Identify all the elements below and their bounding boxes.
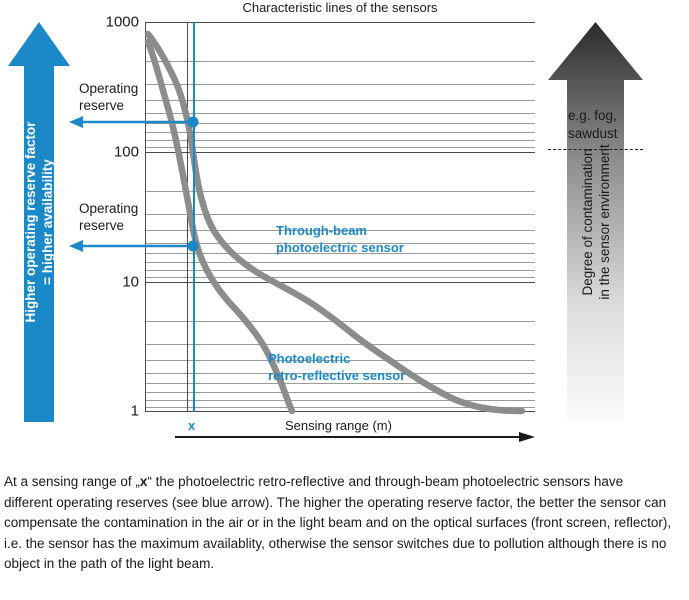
y-tick-10: 10 — [122, 273, 139, 291]
chart-title: Characteristic lines of the sensors — [242, 0, 438, 15]
fog-sawdust-note: e.g. fog, sawdust — [568, 108, 618, 141]
operating-reserve-label-bottom: Operating reserve — [79, 201, 139, 233]
retro-reflective-curve-label: Photoelectric retro-reflective sensor — [268, 351, 406, 383]
x-axis-label: Sensing range (m) — [285, 418, 392, 433]
operating-reserve-label-top: Operating reserve — [79, 81, 139, 113]
figure-caption: At a sensing range of „x“ the photoelectric retro-reflective and through-beam photoelectric sensors have different operating reserves (see blue arrow). The higher the operating reserve factor, the better the sensor can compensate the contamination in the air or in the light beam and on the optical surfaces (front screen, reflector), i.e. the sensor has the maximum availablity, otherwise the sensor switches due to pollution although there is no object in the path of the light beam. — [4, 474, 672, 571]
left-arrow-label-text: Higher operating reserve factor = higher availability — [23, 121, 55, 323]
contamination-threshold-divider — [548, 149, 643, 150]
y-tick-100: 100 — [113, 143, 139, 161]
x-marker-label: x — [188, 418, 196, 433]
right-arrow-label-text: Degree of contamination in the sensor environment — [579, 144, 612, 300]
y-tick-1: 1 — [130, 402, 139, 420]
x-axis-arrow — [175, 432, 535, 442]
through-beam-curve-label: Through-beam photoelectric sensor — [276, 223, 404, 255]
contamination-arrow — [548, 22, 643, 422]
y-tick-1000: 1000 — [105, 13, 139, 31]
right-arrow-shape — [548, 22, 643, 422]
